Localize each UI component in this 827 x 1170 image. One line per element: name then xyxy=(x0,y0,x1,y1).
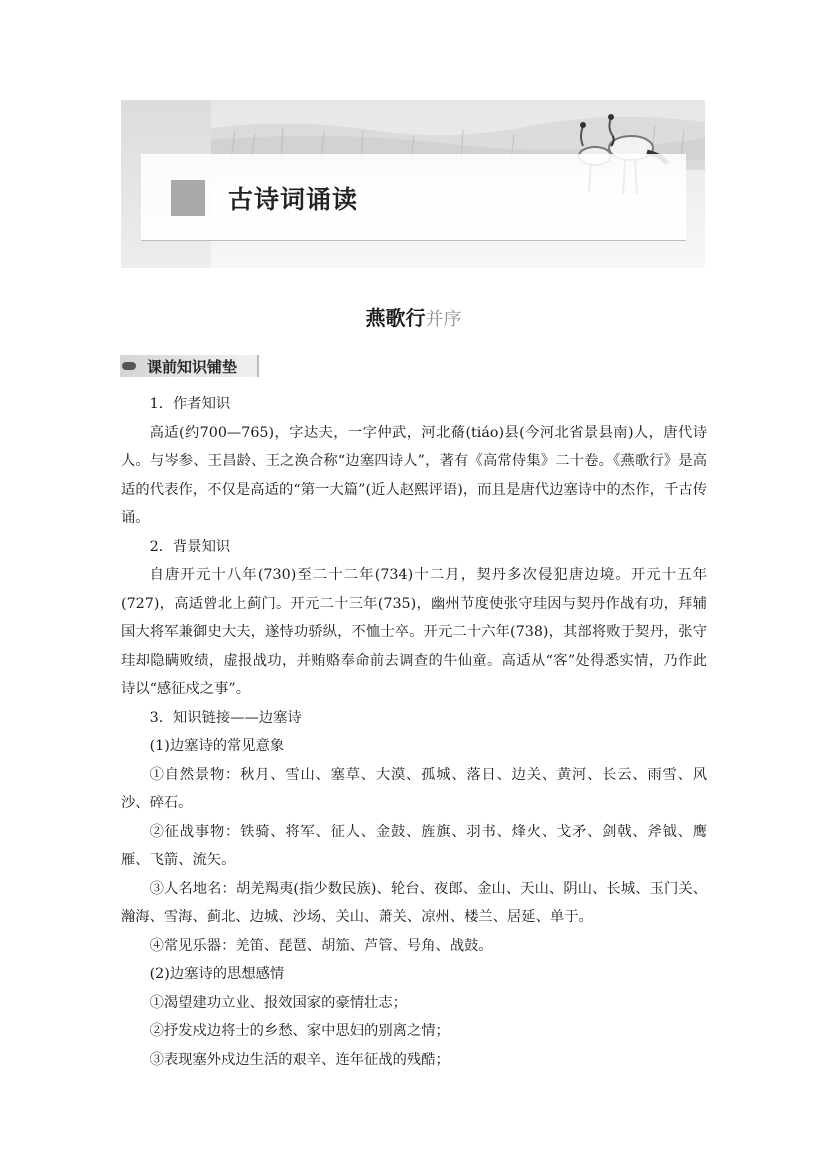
heading-link: 3．知识链接——边塞诗 xyxy=(149,709,302,726)
list-item: ④常见乐器：羌笛、琵琶、胡笳、芦管、号角、战鼓。 xyxy=(149,937,493,954)
poem-title-suffix: 并序 xyxy=(425,309,462,330)
banner xyxy=(121,100,705,268)
heading-background: 2．背景知识 xyxy=(149,538,231,555)
list-item: ③人名地名：胡羌羯夷(指少数民族)、轮台、夜郎、金山、天山、阴山、长城、玉门关、瀚海、雪海、蓟北、边城、沙场、关山、萧关、凉州、楼兰、居延、单于。 xyxy=(121,880,707,925)
banner-square-icon xyxy=(171,180,205,216)
banner-title-bar xyxy=(141,154,686,241)
list-item: ②抒发戍边将士的乡愁、家中思妇的别离之情； xyxy=(149,1023,450,1039)
section-tag-label: 课前知识铺垫 xyxy=(147,358,238,376)
body-text xyxy=(121,390,707,1074)
list-item: ①渴望建功立业、报效国家的豪情壮志； xyxy=(149,994,407,1011)
pointer-icon xyxy=(122,362,136,370)
banner-divider xyxy=(141,240,686,241)
subheading-emotion: (2)边塞诗的思想感情 xyxy=(149,966,285,982)
list-item: ②征战事物：铁骑、将军、征人、金鼓、旌旗、羽书、烽火、戈矛、剑戟、斧钺、鹰雁、飞箭、流矢。 xyxy=(121,823,707,868)
section-tag xyxy=(120,355,259,377)
subheading-imagery: (1)边塞诗的常见意象 xyxy=(149,738,285,754)
poem-title-main: 燕歌行 xyxy=(365,306,426,330)
paragraph-author: 高适(约700—765)，字达夫，一字仲武，河北蓨(tiáo)县(今河北省景县南)人，唐代诗人。与岑参、王昌龄、王之涣合称“边塞四诗人”，著有《高常侍集》二十卷。《燕歌行》是高适的代表作，不仅是高适的“第一大篇”(近人赵熙评语)，而且是唐代边塞诗中的杰作，千古传诵。 xyxy=(121,424,707,526)
list-item: ①自然景物：秋月、雪山、塞草、大漠、孤城、落日、边关、黄河、长云、雨雪、风沙、碎石。 xyxy=(121,766,707,811)
list-item: ③表现塞外戍边生活的艰辛、连年征战的残酷； xyxy=(149,1051,450,1068)
poem-title xyxy=(0,302,827,331)
paragraph-background: 自唐开元十八年(730)至二十二年(734)十二月，契丹多次侵犯唐边境。开元十五年(727)，高适曾北上蓟门。开元二十三年(735)，幽州节度使张守珪因与契丹作战有功，拜辅国大将军兼御史大夫，遂恃功骄纵，不恤士卒。开元二十六年(738)，其部将败于契丹，张守珪却隐瞒败绩，虚报战功，并贿赂奉命前去调查的牛仙童。高适从“客”处得悉实情，乃作此诗以“感征戍之事”。 xyxy=(121,567,707,697)
heading-author: 1．作者知识 xyxy=(149,396,231,412)
banner-title: 古诗词诵读 xyxy=(228,185,359,214)
